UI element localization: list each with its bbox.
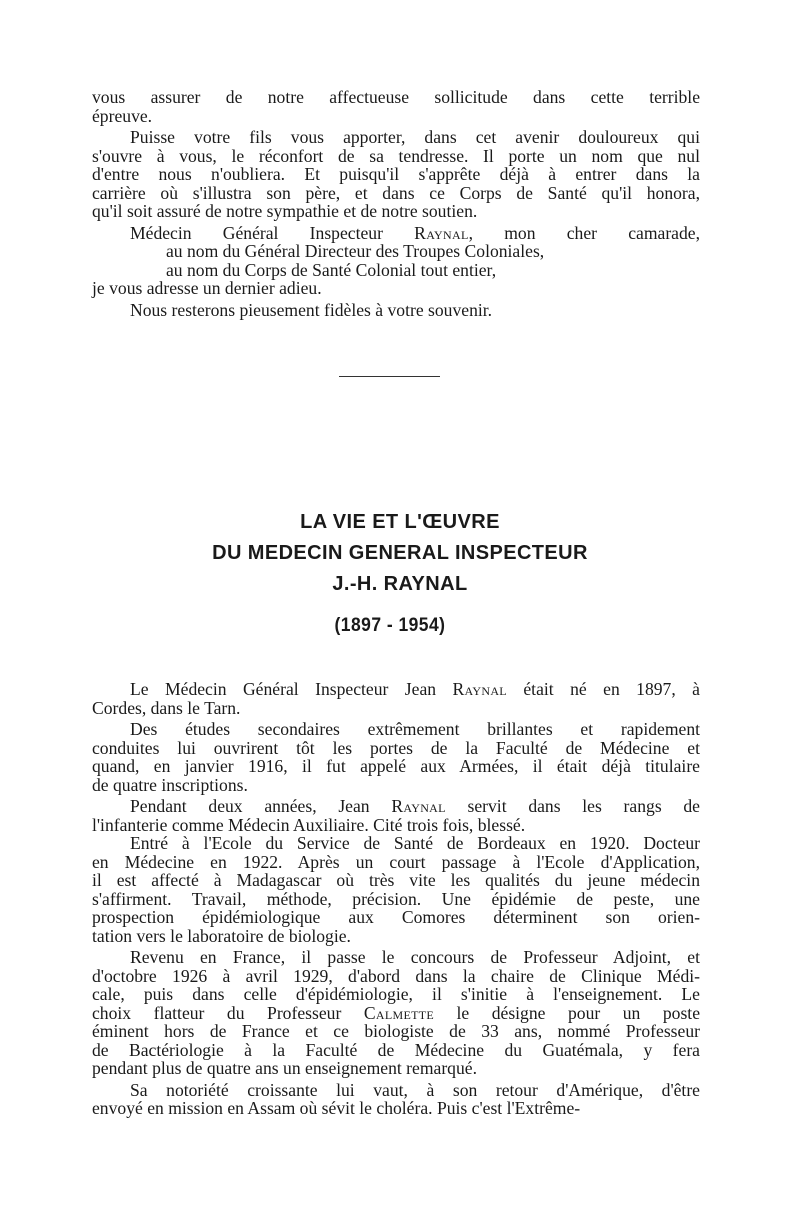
biography: [92, 680, 700, 1118]
text-line: [92, 1004, 700, 1023]
title-line-3: J.-H. RAYNAL: [332, 573, 468, 595]
text-line: l'infanterie comme Médecin Auxiliaire. Cité trois fois, blessé.: [92, 814, 526, 835]
text-line: quand, en janvier 1916, il fut appelé aux Armées, il était déjà titulaire: [92, 756, 700, 776]
text-fragment: Le Médecin Général Inspecteur Jean: [130, 679, 437, 699]
text-line: d'octobre 1926 à avril 1929, d'abord dans la chaire de Clinique Médi-: [92, 965, 700, 986]
text-line: prospection épidémiologique aux Comores déterminent son orien-: [92, 907, 700, 927]
text-line: [92, 797, 700, 816]
text-line: de Bactériologie à la Faculté de Médecine du Guatémala, y fera: [92, 1039, 700, 1060]
text-line: Revenu en France, il passe le concours de Professeur Adjoint, et: [130, 947, 700, 967]
text-fragment: servit dans les rangs de: [467, 796, 700, 816]
surname-raynal: Raynal: [391, 796, 446, 816]
text-line: au nom du Corps de Santé Colonial tout entier,: [166, 259, 497, 280]
text-line: d'entre nous n'oubliera. Et puisqu'il s'apprête déjà à entrer dans la: [92, 164, 700, 184]
text-line: envoyé en mission en Assam où sévit le choléra. Puis c'est l'Extrême-: [92, 1098, 581, 1118]
text-line: carrière où s'illustra son père, et dans ce Corps de Santé qu'il honora,: [92, 182, 700, 203]
text-line: Cordes, dans le Tarn.: [92, 697, 241, 718]
text-line: pendant plus de quatre ans un enseignement remarqué.: [92, 1058, 477, 1078]
text-line: en Médecine en 1922. Après un court passage à l'Ecole d'Application,: [92, 851, 700, 872]
eulogy-paragraph-4: Nous resterons pieusement fidèles à votre souvenir.: [130, 299, 493, 320]
eulogy-closing: [92, 88, 700, 319]
bio-paragraph-2: [92, 720, 700, 794]
text-line: je vous adresse un dernier adieu.: [92, 278, 322, 298]
section-divider: [339, 376, 440, 377]
text-fragment: était né en 1897, à: [523, 679, 700, 699]
text-fragment: Pendant deux années, Jean: [130, 796, 370, 816]
eulogy-paragraph-2: [92, 128, 700, 221]
eulogy-paragraph-3: [92, 224, 700, 298]
title-line-2: DU MEDECIN GENERAL INSPECTEUR: [212, 542, 588, 564]
text-line: au nom du Général Directeur des Troupes Coloniales,: [166, 241, 545, 261]
text-line: Entré à l'Ecole du Service de Santé de Bordeaux en 1920. Docteur: [130, 833, 700, 853]
text-line: il est affecté à Madagascar où très vite les qualités du jeune médecin: [92, 870, 700, 890]
text-line: cale, puis dans celle d'épidémiologie, il s'initie à l'enseignement. Le: [92, 984, 700, 1004]
text-fragment: le désigne pour un poste: [456, 1002, 701, 1023]
text-line: Sa notoriété croissante lui vaut, à son retour d'Amérique, d'être: [130, 1079, 700, 1100]
eulogy-paragraph-1: [92, 88, 700, 125]
surname-raynal: Raynal: [414, 222, 469, 243]
article-title: [0, 507, 800, 600]
text-line: conduites lui ouvrirent tôt les portes de la Faculté de Médecine et: [92, 737, 700, 758]
text-line: de quatre inscriptions.: [92, 774, 248, 795]
text-line: qu'il soit assuré de notre sympathie et de notre soutien.: [92, 201, 478, 221]
text-line: Des études secondaires extrêmement brillantes et rapidement: [130, 719, 700, 739]
surname-raynal: Raynal: [452, 679, 507, 699]
text-line: [92, 680, 700, 699]
bio-paragraph-3: [92, 797, 700, 834]
bio-paragraph-4: [92, 834, 700, 945]
text-fragment: Médecin Général Inspecteur: [130, 222, 383, 243]
text-line: [92, 224, 700, 243]
text-fragment: , mon cher camarade,: [468, 222, 700, 243]
text-line: Puisse votre fils vous apporter, dans cet avenir douloureux qui: [130, 127, 700, 147]
surname-calmette: Calmette: [363, 1002, 434, 1023]
bio-paragraph-5: [92, 948, 700, 1078]
text-line: éminent hors de France et ce biologiste de 33 ans, nommé Professeur: [92, 1021, 700, 1041]
text-line: tation vers le laboratoire de biologie.: [92, 925, 351, 946]
title-line-1: LA VIE ET L'ŒUVRE: [300, 511, 500, 533]
text-line: s'ouvre à vous, le réconfort de sa tendresse. Il porte un nom que nul: [92, 145, 700, 166]
text-fragment: choix flatteur du Professeur: [92, 1002, 342, 1023]
bio-paragraph-6: [92, 1081, 700, 1118]
life-years: (1897 - 1954): [334, 615, 446, 636]
text-line: s'affirment. Travail, méthode, précision. Une épidémie de peste, une: [92, 888, 700, 909]
text-line: épreuve.: [92, 105, 153, 126]
bio-paragraph-1: [92, 680, 700, 717]
text-line: vous assurer de notre affectueuse sollicitude dans cette terrible: [92, 87, 700, 107]
